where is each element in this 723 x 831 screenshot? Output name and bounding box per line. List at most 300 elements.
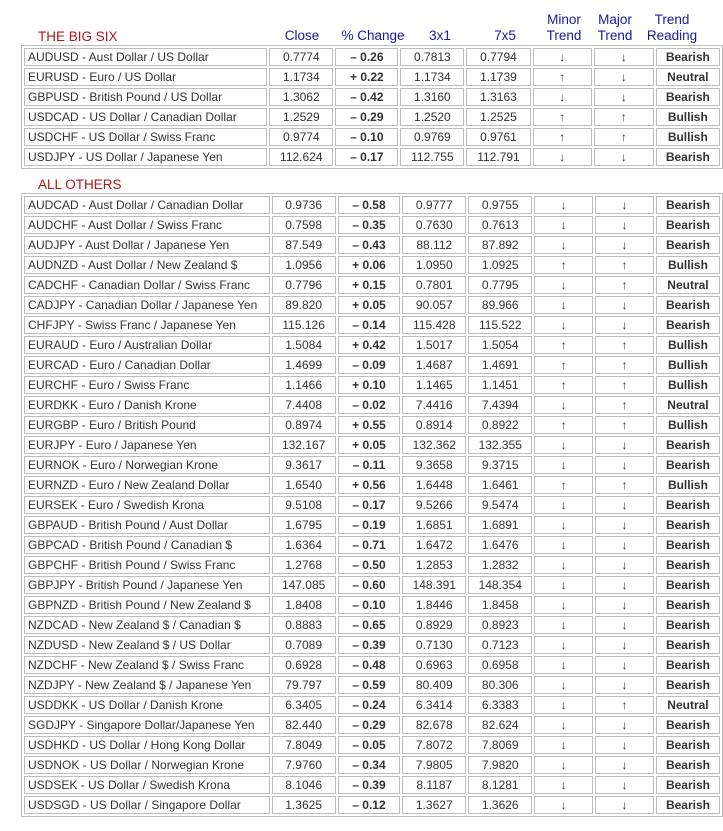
pair-name: NZDCHF - New Zealand $ / Swiss Franc — [24, 656, 270, 674]
major-trend-cell — [595, 616, 654, 634]
value-3x1: 80.409 — [402, 676, 466, 694]
arrow-down-icon: ↓ — [560, 458, 567, 472]
value-3x1: 1.1465 — [402, 376, 466, 394]
pct-change-value: – 0.11 — [338, 456, 401, 474]
close-value: 1.1466 — [272, 376, 336, 394]
pct-change-value: + 0.55 — [338, 416, 401, 434]
minor-trend-cell — [533, 108, 593, 126]
value-7x5: 0.8922 — [468, 416, 532, 434]
pair-name: NZDUSD - New Zealand $ / US Dollar — [24, 636, 270, 654]
minor-trend-cell — [533, 148, 593, 166]
minor-trend-cell — [534, 196, 593, 214]
value-3x1: 1.6448 — [402, 476, 466, 494]
table-row — [24, 616, 720, 634]
value-3x1: 6.3414 — [402, 696, 466, 714]
major-trend-cell — [594, 88, 654, 106]
value-7x5: 132.355 — [468, 436, 532, 454]
arrow-down-icon: ↓ — [560, 558, 567, 572]
close-value: 1.3062 — [269, 88, 333, 106]
value-7x5: 1.2832 — [468, 556, 532, 574]
major-trend-cell — [595, 736, 654, 754]
trend-reading-value: Bearish — [656, 316, 720, 334]
pair-name: EURSEK - Euro / Swedish Krona — [24, 496, 270, 514]
trend-reading-value: Bearish — [656, 456, 720, 474]
arrow-down-icon: ↓ — [620, 90, 627, 104]
trend-reading-value: Bearish — [656, 596, 720, 614]
value-3x1: 7.8072 — [402, 736, 466, 754]
arrow-up-icon: ↑ — [559, 70, 566, 84]
value-3x1: 88.112 — [402, 236, 466, 254]
arrow-up-icon: ↑ — [621, 698, 628, 712]
major-trend-cell — [594, 108, 654, 126]
pair-name: USDCHF - US Dollar / Swiss Franc — [24, 128, 267, 146]
pct-change-value: + 0.56 — [338, 476, 401, 494]
arrow-down-icon: ↓ — [621, 678, 628, 692]
major-trend-cell — [595, 296, 654, 314]
minor-trend-cell — [534, 456, 593, 474]
minor-trend-cell — [533, 48, 593, 66]
value-3x1: 115.428 — [402, 316, 466, 334]
close-value: 79.797 — [272, 676, 336, 694]
pair-name: EURUSD - Euro / US Dollar — [24, 68, 267, 86]
arrow-down-icon: ↓ — [560, 318, 567, 332]
pct-change-value: – 0.29 — [335, 108, 398, 126]
value-7x5: 1.5054 — [468, 336, 532, 354]
minor-trend-cell — [534, 496, 593, 514]
header-minor-trend — [535, 12, 593, 44]
pair-name: USDNOK - US Dollar / Norwegian Krone — [24, 756, 270, 774]
pair-name: NZDCAD - New Zealand $ / Canadian $ — [24, 616, 270, 634]
table-row — [24, 128, 720, 146]
pair-name: SGDJPY - Singapore Dollar/Japanese Yen — [24, 716, 270, 734]
pair-name: USDJPY - US Dollar / Japanese Yen — [24, 148, 267, 166]
minor-trend-cell — [534, 436, 593, 454]
close-value: 0.9736 — [272, 196, 336, 214]
pair-name: AUDJPY - Aust Dollar / Japanese Yen — [24, 236, 270, 254]
value-3x1: 0.6963 — [402, 656, 466, 674]
arrow-down-icon: ↓ — [560, 738, 567, 752]
arrow-down-icon: ↓ — [621, 558, 628, 572]
trend-reading-value: Neutral — [656, 276, 720, 294]
trend-reading-value: Bullish — [656, 108, 720, 126]
close-value: 1.6795 — [272, 516, 336, 534]
minor-trend-cell — [534, 616, 593, 634]
arrow-up-icon: ↑ — [621, 418, 628, 432]
major-trend-cell — [595, 276, 654, 294]
pct-change-value: – 0.26 — [335, 48, 398, 66]
minor-trend-cell — [534, 716, 593, 734]
value-3x1: 1.2520 — [400, 108, 464, 126]
arrow-down-icon: ↓ — [560, 718, 567, 732]
pair-name: GBPUSD - British Pound / US Dollar — [24, 88, 267, 106]
value-3x1: 1.0950 — [402, 256, 466, 274]
value-7x5: 89.966 — [468, 296, 532, 314]
arrow-up-icon: ↑ — [621, 378, 628, 392]
pair-name: EURNOK - Euro / Norwegian Krone — [24, 456, 270, 474]
pair-name: EURGBP - Euro / British Pound — [24, 416, 270, 434]
value-3x1: 1.6472 — [402, 536, 466, 554]
close-value: 7.9760 — [272, 756, 336, 774]
major-trend-cell — [595, 216, 654, 234]
close-value: 6.3405 — [272, 696, 336, 714]
trend-reading-value: Bearish — [656, 656, 720, 674]
pct-change-value: + 0.42 — [338, 336, 401, 354]
minor-trend-cell — [534, 676, 593, 694]
arrow-up-icon: ↑ — [620, 130, 627, 144]
table-row — [24, 196, 720, 214]
header-3x1: 3x1 — [429, 28, 451, 43]
value-7x5: 1.8458 — [468, 596, 532, 614]
table-row — [24, 68, 720, 86]
close-value: 0.9774 — [269, 128, 333, 146]
value-7x5: 0.9755 — [468, 196, 532, 214]
minor-trend-cell — [534, 516, 593, 534]
value-3x1: 1.6851 — [402, 516, 466, 534]
pair-name: EURCAD - Euro / Canadian Dollar — [24, 356, 270, 374]
close-value: 147.085 — [272, 576, 336, 594]
minor-trend-cell — [534, 376, 593, 394]
arrow-up-icon: ↑ — [560, 358, 567, 372]
value-7x5: 115.522 — [468, 316, 532, 334]
close-value: 132.167 — [272, 436, 336, 454]
pct-change-value: + 0.15 — [338, 276, 401, 294]
header-minor-trend-line2: Trend — [546, 28, 582, 43]
value-7x5: 0.6958 — [468, 656, 532, 674]
value-3x1: 8.1187 — [402, 776, 466, 794]
header-major-trend — [586, 12, 644, 44]
close-value: 0.7089 — [272, 636, 336, 654]
section-title-all-others: ALL OTHERS — [38, 177, 122, 192]
close-value: 8.1046 — [272, 776, 336, 794]
value-7x5: 112.791 — [466, 148, 530, 166]
value-3x1: 0.7130 — [402, 636, 466, 654]
table-row — [24, 716, 720, 734]
value-3x1: 1.3160 — [400, 88, 464, 106]
pair-name: EURCHF - Euro / Swiss Franc — [24, 376, 270, 394]
minor-trend-cell — [533, 88, 593, 106]
minor-trend-cell — [534, 736, 593, 754]
close-value: 1.2768 — [272, 556, 336, 574]
arrow-down-icon: ↓ — [560, 658, 567, 672]
minor-trend-cell — [534, 576, 593, 594]
close-value: 1.4699 — [272, 356, 336, 374]
minor-trend-cell — [533, 68, 593, 86]
pct-change-value: – 0.02 — [338, 396, 401, 414]
value-3x1: 9.5266 — [402, 496, 466, 514]
table-row — [24, 216, 720, 234]
header-minor-trend-line1: Minor — [547, 12, 581, 27]
value-7x5: 0.7794 — [466, 48, 530, 66]
trend-reading-value: Bearish — [656, 48, 720, 66]
trend-reading-value: Neutral — [656, 68, 720, 86]
table-row — [24, 256, 720, 274]
value-3x1: 7.9805 — [402, 756, 466, 774]
header-7x5: 7x5 — [494, 28, 516, 43]
value-3x1: 1.1734 — [400, 68, 464, 86]
arrow-down-icon: ↓ — [560, 198, 567, 212]
arrow-down-icon: ↓ — [560, 218, 567, 232]
table-row — [24, 276, 720, 294]
pair-name: GBPAUD - British Pound / Aust Dollar — [24, 516, 270, 534]
value-7x5: 7.9820 — [468, 756, 532, 774]
table-row — [24, 376, 720, 394]
close-value: 0.7796 — [272, 276, 336, 294]
arrow-down-icon: ↓ — [560, 518, 567, 532]
close-value: 1.1734 — [269, 68, 333, 86]
pct-change-value: – 0.50 — [338, 556, 401, 574]
pct-change-value: + 0.06 — [338, 256, 401, 274]
value-7x5: 1.1451 — [468, 376, 532, 394]
minor-trend-cell — [534, 636, 593, 654]
value-7x5: 9.5474 — [468, 496, 532, 514]
major-trend-cell — [594, 68, 654, 86]
minor-trend-cell — [534, 536, 593, 554]
arrow-down-icon: ↓ — [620, 50, 627, 64]
trend-reading-value: Bearish — [656, 436, 720, 454]
close-value: 0.7774 — [269, 48, 333, 66]
header-trend-reading — [643, 12, 701, 44]
pct-change-value: – 0.34 — [338, 756, 401, 774]
table-row — [24, 736, 720, 754]
table-row — [24, 316, 720, 334]
close-value: 1.3625 — [272, 796, 336, 814]
trend-reading-value: Bullish — [656, 256, 720, 274]
major-trend-cell — [595, 576, 654, 594]
major-trend-cell — [595, 536, 654, 554]
minor-trend-cell — [534, 776, 593, 794]
major-trend-cell — [595, 376, 654, 394]
major-trend-cell — [595, 396, 654, 414]
pct-change-value: + 0.05 — [338, 296, 401, 314]
table-row — [24, 148, 720, 166]
pct-change-value: – 0.10 — [338, 596, 401, 614]
big-six-table — [21, 45, 723, 169]
value-3x1: 0.9777 — [402, 196, 466, 214]
minor-trend-cell — [534, 216, 593, 234]
pair-name: AUDCHF - Aust Dollar / Swiss Franc — [24, 216, 270, 234]
minor-trend-cell — [534, 296, 593, 314]
arrow-down-icon: ↓ — [559, 50, 566, 64]
trend-reading-value: Bearish — [656, 636, 720, 654]
section-title-big-six: THE BIG SIX — [38, 29, 118, 44]
close-value: 9.3617 — [272, 456, 336, 474]
arrow-up-icon: ↑ — [621, 358, 628, 372]
arrow-up-icon: ↑ — [560, 478, 567, 492]
arrow-down-icon: ↓ — [621, 538, 628, 552]
minor-trend-cell — [534, 256, 593, 274]
trend-reading-value: Bearish — [656, 676, 720, 694]
pct-change-value: – 0.17 — [335, 148, 398, 166]
table-row — [24, 456, 720, 474]
major-trend-cell — [595, 636, 654, 654]
trend-reading-value: Bullish — [656, 476, 720, 494]
major-trend-cell — [595, 196, 654, 214]
table-row — [24, 336, 720, 354]
major-trend-cell — [595, 716, 654, 734]
trend-reading-value: Bearish — [656, 736, 720, 754]
pct-change-value: – 0.24 — [338, 696, 401, 714]
value-7x5: 1.4691 — [468, 356, 532, 374]
header-trend-reading-line2: Reading — [646, 28, 698, 43]
pct-change-value: – 0.17 — [338, 496, 401, 514]
pair-name: AUDUSD - Aust Dollar / US Dollar — [24, 48, 267, 66]
pair-name: GBPNZD - British Pound / New Zealand $ — [24, 596, 270, 614]
trend-reading-value: Bearish — [656, 716, 720, 734]
value-3x1: 0.8914 — [402, 416, 466, 434]
minor-trend-cell — [534, 356, 593, 374]
major-trend-cell — [595, 316, 654, 334]
arrow-down-icon: ↓ — [621, 578, 628, 592]
pct-change-value: – 0.35 — [338, 216, 401, 234]
arrow-down-icon: ↓ — [560, 538, 567, 552]
arrow-up-icon: ↑ — [621, 478, 628, 492]
pair-name: EURNZD - Euro / New Zealand Dollar — [24, 476, 270, 494]
pct-change-value: – 0.10 — [335, 128, 398, 146]
arrow-up-icon: ↑ — [560, 378, 567, 392]
value-7x5: 0.8923 — [468, 616, 532, 634]
major-trend-cell — [595, 356, 654, 374]
arrow-down-icon: ↓ — [621, 498, 628, 512]
major-trend-cell — [595, 336, 654, 354]
arrow-down-icon: ↓ — [621, 718, 628, 732]
minor-trend-cell — [534, 236, 593, 254]
arrow-down-icon: ↓ — [560, 798, 567, 812]
pair-name: CADCHF - Canadian Dollar / Swiss Franc — [24, 276, 270, 294]
arrow-down-icon: ↓ — [621, 758, 628, 772]
close-value: 82.440 — [272, 716, 336, 734]
pct-change-value: – 0.71 — [338, 536, 401, 554]
major-trend-cell — [595, 416, 654, 434]
value-3x1: 1.2853 — [402, 556, 466, 574]
pair-name: USDCAD - US Dollar / Canadian Dollar — [24, 108, 267, 126]
trend-reading-value: Neutral — [656, 696, 720, 714]
arrow-up-icon: ↑ — [621, 398, 628, 412]
pct-change-value: – 0.60 — [338, 576, 401, 594]
arrow-up-icon: ↑ — [620, 110, 627, 124]
table-row — [24, 296, 720, 314]
table-row — [24, 416, 720, 434]
arrow-down-icon: ↓ — [621, 238, 628, 252]
value-3x1: 0.7813 — [400, 48, 464, 66]
value-7x5: 0.9761 — [466, 128, 530, 146]
pair-name: USDDKK - US Dollar / Danish Krone — [24, 696, 270, 714]
minor-trend-cell — [534, 336, 593, 354]
arrow-down-icon: ↓ — [621, 618, 628, 632]
pair-name: NZDJPY - New Zealand $ / Japanese Yen — [24, 676, 270, 694]
major-trend-cell — [594, 128, 654, 146]
header-pct-change: % Change — [341, 28, 405, 43]
arrow-up-icon: ↑ — [621, 278, 628, 292]
arrow-down-icon: ↓ — [620, 70, 627, 84]
value-3x1: 1.3627 — [402, 796, 466, 814]
trend-reading-value: Bearish — [656, 536, 720, 554]
arrow-down-icon: ↓ — [560, 758, 567, 772]
pct-change-value: – 0.58 — [338, 196, 401, 214]
arrow-down-icon: ↓ — [560, 678, 567, 692]
value-7x5: 1.6476 — [468, 536, 532, 554]
arrow-down-icon: ↓ — [559, 150, 566, 164]
close-value: 7.4408 — [272, 396, 336, 414]
minor-trend-cell — [534, 416, 593, 434]
trend-reading-value: Bullish — [656, 356, 720, 374]
arrow-up-icon: ↑ — [559, 110, 566, 124]
table-row — [24, 676, 720, 694]
value-3x1: 7.4416 — [402, 396, 466, 414]
pair-name: GBPJPY - British Pound / Japanese Yen — [24, 576, 270, 594]
close-value: 1.6540 — [272, 476, 336, 494]
pct-change-value: – 0.65 — [338, 616, 401, 634]
arrow-down-icon: ↓ — [560, 238, 567, 252]
trend-reading-value: Bearish — [656, 556, 720, 574]
table-row — [24, 48, 720, 66]
pair-name: AUDCAD - Aust Dollar / Canadian Dollar — [24, 196, 270, 214]
value-7x5: 1.0925 — [468, 256, 532, 274]
close-value: 0.7598 — [272, 216, 336, 234]
table-row — [24, 236, 720, 254]
value-3x1: 0.9769 — [400, 128, 464, 146]
arrow-down-icon: ↓ — [560, 278, 567, 292]
trend-reading-value: Bearish — [656, 216, 720, 234]
arrow-down-icon: ↓ — [559, 90, 566, 104]
minor-trend-cell — [534, 556, 593, 574]
arrow-up-icon: ↑ — [560, 258, 567, 272]
table-row — [24, 88, 720, 106]
close-value: 7.8049 — [272, 736, 336, 754]
close-value: 0.8883 — [272, 616, 336, 634]
arrow-down-icon: ↓ — [560, 438, 567, 452]
minor-trend-cell — [534, 596, 593, 614]
trend-reading-value: Bearish — [656, 236, 720, 254]
trend-reading-value: Bearish — [656, 776, 720, 794]
close-value: 1.6364 — [272, 536, 336, 554]
pair-name: GBPCHF - British Pound / Swiss Franc — [24, 556, 270, 574]
arrow-down-icon: ↓ — [621, 458, 628, 472]
value-7x5: 7.4394 — [468, 396, 532, 414]
pct-change-value: – 0.29 — [338, 716, 401, 734]
close-value: 9.5108 — [272, 496, 336, 514]
major-trend-cell — [595, 796, 654, 814]
arrow-up-icon: ↑ — [560, 418, 567, 432]
trend-reading-value: Bearish — [656, 616, 720, 634]
pair-name: USDSGD - US Dollar / Singapore Dollar — [24, 796, 270, 814]
close-value: 0.8974 — [272, 416, 336, 434]
value-3x1: 1.4687 — [402, 356, 466, 374]
trend-reading-value: Bearish — [656, 88, 720, 106]
major-trend-cell — [595, 516, 654, 534]
arrow-down-icon: ↓ — [560, 578, 567, 592]
value-7x5: 0.7613 — [468, 216, 532, 234]
arrow-down-icon: ↓ — [621, 218, 628, 232]
arrow-down-icon: ↓ — [621, 738, 628, 752]
trend-reading-value: Bearish — [656, 496, 720, 514]
minor-trend-cell — [534, 756, 593, 774]
pct-change-value: – 0.19 — [338, 516, 401, 534]
arrow-down-icon: ↓ — [560, 638, 567, 652]
arrow-down-icon: ↓ — [560, 598, 567, 612]
pct-change-value: – 0.43 — [338, 236, 401, 254]
table-row — [24, 476, 720, 494]
minor-trend-cell — [534, 316, 593, 334]
value-7x5: 148.354 — [468, 576, 532, 594]
arrow-down-icon: ↓ — [621, 318, 628, 332]
pair-name: CADJPY - Canadian Dollar / Japanese Yen — [24, 296, 270, 314]
major-trend-cell — [595, 256, 654, 274]
value-7x5: 7.8069 — [468, 736, 532, 754]
major-trend-cell — [595, 436, 654, 454]
value-7x5: 1.3163 — [466, 88, 530, 106]
pct-change-value: – 0.09 — [338, 356, 401, 374]
value-3x1: 0.7801 — [402, 276, 466, 294]
